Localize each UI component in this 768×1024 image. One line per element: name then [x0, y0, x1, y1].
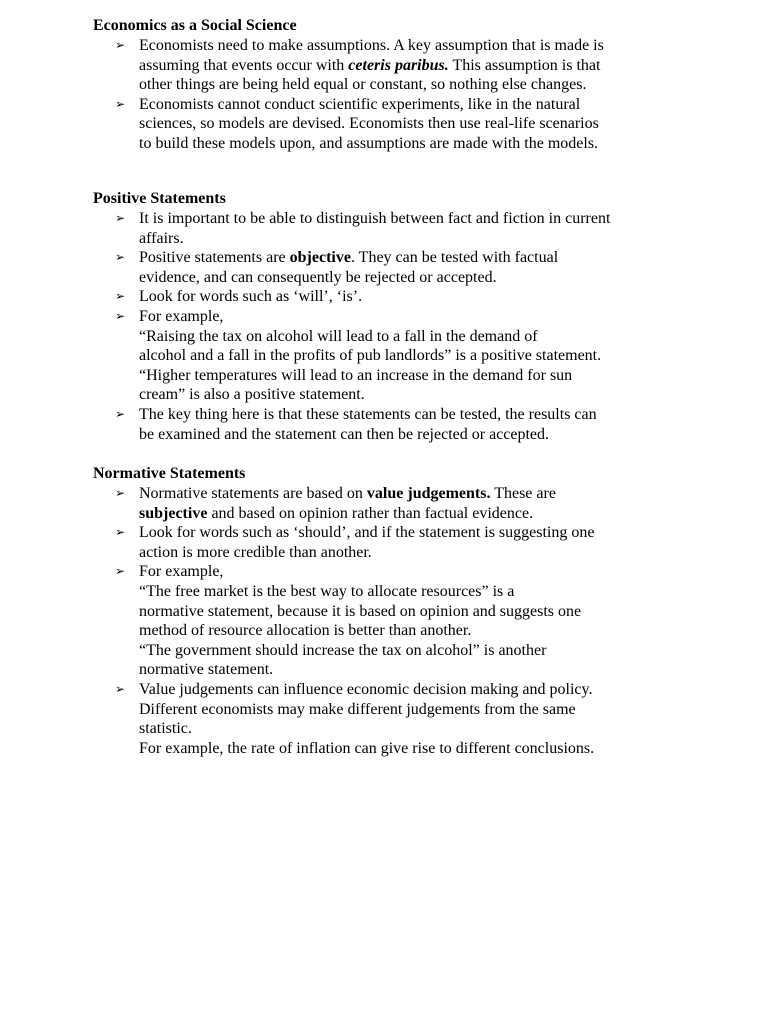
list-item	[93, 209, 693, 248]
text-line: Look for words such as ‘will’, ‘is’.	[139, 288, 363, 306]
emphasis-text: ceteris paribus.	[348, 56, 449, 74]
arrow-bullet-icon: ➢	[115, 486, 126, 500]
text-line: statistic.	[139, 720, 192, 738]
text-line: normative statement.	[139, 661, 274, 679]
bullet-list	[93, 484, 693, 758]
text-line: For example,	[139, 307, 224, 325]
text-line: evidence, and can consequently be rejected or accepted.	[139, 268, 497, 286]
text-line: It is important to be able to distinguish between fact and fiction in current	[139, 210, 611, 227]
text-line: be examined and the statement can then be rejected or accepted.	[139, 425, 550, 443]
bold-term: objective	[289, 249, 351, 267]
text-line: other things are being held equal or constant, so nothing else changes.	[139, 76, 587, 94]
text-line: Different economists may make different judgements from the same	[139, 700, 576, 718]
list-item	[93, 307, 693, 405]
text-line: The key thing here is that these statements can be tested, the results can	[139, 405, 597, 423]
arrow-bullet-icon: ➢	[115, 564, 126, 579]
section-normative-statements	[93, 464, 693, 758]
arrow-bullet-icon: ➢	[115, 250, 126, 265]
text-line: Economists need to make assumptions. A key assumption that is made is	[139, 37, 604, 54]
list-item	[93, 680, 693, 758]
section-heading: Positive Statements	[93, 190, 226, 207]
arrow-bullet-icon: ➢	[115, 525, 126, 540]
section-economics-social-science	[93, 16, 693, 154]
text-line: “The government should increase the tax on alcohol” is another	[139, 641, 547, 659]
list-item	[93, 405, 693, 444]
text-line: For example,	[139, 563, 224, 581]
text-line: affairs.	[139, 229, 184, 247]
list-item	[93, 523, 693, 562]
bold-term: value judgements.	[366, 485, 491, 502]
text-line: alcohol and a fall in the profits of pub landlords” is a positive statement.	[139, 347, 602, 365]
text-line: sciences, so models are devised. Economists then use real-life scenarios	[139, 115, 599, 133]
text-line: Economists cannot conduct scientific experiments, like in the natural	[139, 95, 581, 113]
text-line: For example, the rate of inflation can give rise to different conclusions.	[139, 739, 595, 757]
section-heading: Economics as a Social Science	[93, 17, 297, 34]
section-heading: Normative Statements	[93, 465, 246, 482]
text-line: normative statement, because it is based on opinion and suggests one	[139, 602, 582, 620]
text-line: action is more credible than another.	[139, 543, 372, 561]
section-positive-statements	[93, 189, 693, 444]
arrow-bullet-icon: ➢	[115, 289, 126, 304]
list-item	[93, 95, 693, 154]
list-item	[93, 248, 693, 287]
text-line: Value judgements can influence economic decision making and policy.	[139, 680, 593, 698]
list-item	[93, 36, 693, 95]
list-item	[93, 484, 693, 523]
text-line: to build these models upon, and assumptions are made with the models.	[139, 134, 599, 152]
text-line: subjective and based on opinion rather than factual evidence.	[139, 504, 534, 522]
text-line: Look for words such as ‘should’, and if the statement is suggesting one	[139, 524, 595, 542]
text-line: “Raising the tax on alcohol will lead to a fall in the demand of	[139, 327, 538, 345]
arrow-bullet-icon: ➢	[115, 308, 126, 323]
list-item	[93, 562, 693, 680]
bullet-list	[93, 36, 693, 154]
arrow-bullet-icon: ➢	[115, 38, 126, 52]
arrow-bullet-icon: ➢	[115, 406, 126, 421]
arrow-bullet-icon: ➢	[115, 211, 126, 225]
arrow-bullet-icon: ➢	[115, 681, 126, 696]
text-line: “The free market is the best way to allocate resources” is a	[139, 582, 515, 600]
bold-term: subjective	[139, 504, 208, 522]
arrow-bullet-icon: ➢	[115, 96, 126, 111]
text-line: method of resource allocation is better than another.	[139, 622, 472, 640]
text-line: Normative statements are based on value judgements. These are	[139, 485, 556, 502]
text-line: assuming that events occur with ceteris paribus. This assumption is that	[139, 56, 601, 74]
text-line: cream” is also a positive statement.	[139, 386, 365, 404]
list-item	[93, 287, 693, 307]
bullet-list	[93, 209, 693, 444]
text-line: “Higher temperatures will lead to an increase in the demand for sun	[139, 366, 573, 384]
text-line: Positive statements are objective. They can be tested with factual	[139, 249, 559, 267]
